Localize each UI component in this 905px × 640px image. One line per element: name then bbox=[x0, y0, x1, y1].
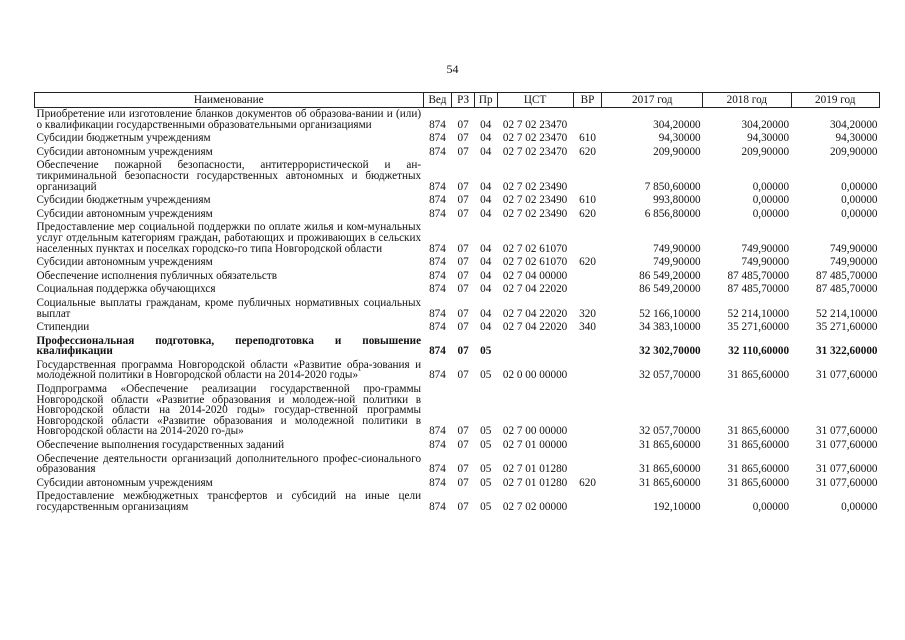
row-name: Обеспечение выполнения государственных заданий bbox=[36, 439, 285, 452]
budget-table bbox=[34, 92, 880, 515]
row-amount-2017: 34 383,10000 bbox=[639, 321, 701, 334]
row-amount-2017: 31 865,60000 bbox=[639, 463, 701, 476]
row-amount-2017: 192,10000 bbox=[653, 501, 701, 513]
row-rz: 07 bbox=[457, 501, 469, 513]
row-ved: 874 bbox=[429, 269, 446, 282]
row-amount-2018: 87 485,70000 bbox=[727, 269, 790, 282]
row-pr: 04 bbox=[480, 194, 492, 207]
row-amount-2017: 749,90000 bbox=[653, 256, 701, 269]
row-amount-2017: 6 856,80000 bbox=[644, 207, 701, 220]
row-vr: 340 bbox=[579, 321, 596, 334]
table-row bbox=[35, 439, 880, 453]
row-amount-2017: 993,80000 bbox=[653, 194, 701, 207]
row-name: Субсидии бюджетным учреждениям bbox=[36, 132, 211, 145]
row-vr: 320 bbox=[579, 307, 596, 320]
row-ved: 874 bbox=[429, 463, 446, 476]
table-row bbox=[35, 132, 880, 146]
table-row bbox=[35, 283, 880, 297]
row-vr bbox=[573, 108, 602, 133]
header-2017: 2017 год bbox=[602, 93, 703, 108]
row-pr: 05 bbox=[480, 425, 492, 438]
header-cst: ЦСТ bbox=[497, 93, 573, 108]
row-vr bbox=[573, 439, 602, 453]
row-vr bbox=[573, 490, 602, 514]
row-amount-2019: 0,00000 bbox=[841, 207, 878, 220]
row-name: Предоставление мер социальной поддержки по оплате жилья и ком-мунальных услуг отдельным категориям граждан, работающих и проживающих в сельских населенных пунктах и поселках городско-го типа Новгородской области bbox=[36, 221, 422, 255]
row-name: Субсидии бюджетным учреждениям bbox=[36, 194, 211, 207]
table-row bbox=[35, 221, 880, 256]
row-amount-2018: 31 865,60000 bbox=[727, 425, 790, 438]
row-rz: 07 bbox=[457, 145, 469, 158]
row-pr: 05 bbox=[480, 476, 492, 489]
row-amount-2017: 86 549,20000 bbox=[639, 269, 701, 282]
table-row bbox=[35, 270, 880, 284]
row-pr: 05 bbox=[480, 439, 492, 452]
row-amount-2019: 31 077,60000 bbox=[815, 425, 878, 438]
row-amount-2017: 31 865,60000 bbox=[639, 439, 701, 452]
row-amount-2017: 32 057,70000 bbox=[639, 425, 701, 438]
row-pr: 04 bbox=[480, 132, 492, 145]
row-ved: 874 bbox=[429, 118, 446, 131]
row-amount-2018: 304,20000 bbox=[741, 118, 790, 131]
row-cst: 02 7 02 61070 bbox=[502, 242, 568, 255]
row-amount-2019: 304,20000 bbox=[829, 118, 878, 131]
row-cst: 02 7 02 61070 bbox=[502, 256, 568, 269]
row-amount-2019: 31 077,60000 bbox=[815, 463, 878, 476]
row-rz: 07 bbox=[457, 132, 469, 145]
table-row bbox=[35, 335, 880, 359]
row-amount-2019: 749,90000 bbox=[829, 256, 878, 269]
row-amount-2019: 0,00000 bbox=[841, 180, 878, 193]
row-amount-2017: 86 549,20000 bbox=[639, 283, 701, 296]
row-amount-2017: 749,90000 bbox=[653, 242, 701, 255]
row-ved: 874 bbox=[429, 242, 446, 255]
header-2019: 2019 год bbox=[791, 93, 879, 108]
row-pr: 04 bbox=[480, 207, 492, 220]
row-pr: 04 bbox=[480, 145, 492, 158]
table-row bbox=[35, 256, 880, 270]
row-ved: 874 bbox=[429, 439, 446, 452]
header-name: Наименование bbox=[35, 93, 424, 108]
row-cst: 02 7 04 22020 bbox=[502, 307, 568, 320]
row-cst: 02 7 04 22020 bbox=[502, 283, 568, 296]
row-pr: 04 bbox=[480, 283, 492, 296]
row-amount-2018: 35 271,60000 bbox=[727, 321, 790, 334]
row-rz: 07 bbox=[457, 307, 469, 320]
row-name: Социальная поддержка обучающихся bbox=[36, 283, 216, 296]
row-vr bbox=[573, 335, 602, 359]
header-rz: РЗ bbox=[452, 93, 475, 108]
row-ved: 874 bbox=[429, 180, 446, 193]
row-cst: 02 7 04 22020 bbox=[502, 321, 568, 334]
row-pr: 05 bbox=[480, 501, 492, 513]
row-name: Стипендии bbox=[36, 321, 90, 334]
table-row bbox=[35, 477, 880, 491]
row-amount-2019: 94,30000 bbox=[835, 132, 878, 145]
row-rz: 07 bbox=[457, 476, 469, 489]
row-cst: 02 7 02 23490 bbox=[502, 207, 568, 220]
row-vr: 620 bbox=[579, 207, 596, 220]
row-name: Государственная программа Новгородской области «Развитие обра-зования и молодежной политики в Новгородской области на 2014-2020 годы» bbox=[36, 358, 422, 382]
header-vr: ВР bbox=[573, 93, 602, 108]
row-amount-2017: 304,20000 bbox=[653, 118, 701, 131]
row-amount-2018: 31 865,60000 bbox=[727, 439, 790, 452]
row-amount-2018: 0,00000 bbox=[752, 180, 790, 193]
row-vr: 620 bbox=[579, 476, 596, 489]
row-name: Подпрограмма «Обеспечение реализации государственной про-граммы Новгородской области «Развитие образования и молодеж-ной политики в Новгородской области на 2014-2020 годы» государ-ственной программы Новгородской области «Развитие образования и молодежной политики в Новгородской области на 2014-2020 го-ды» bbox=[36, 383, 422, 438]
row-rz: 07 bbox=[457, 345, 469, 358]
row-cst: 02 7 01 01280 bbox=[502, 463, 568, 476]
row-rz: 07 bbox=[457, 425, 469, 438]
row-vr: 620 bbox=[579, 145, 596, 158]
row-pr: 04 bbox=[480, 180, 492, 193]
table-row bbox=[35, 297, 880, 321]
row-cst: 02 7 04 00000 bbox=[502, 269, 568, 282]
row-name: Предоставление межбюджетных трансфертов и субсидий на иные цели государственным организациям bbox=[36, 490, 422, 513]
table-row bbox=[35, 194, 880, 208]
row-ved: 874 bbox=[429, 476, 446, 489]
row-amount-2019: 209,90000 bbox=[829, 145, 878, 158]
row-rz: 07 bbox=[457, 283, 469, 296]
row-name: Приобретение или изготовление бланков документов об образова-вании и (или) о квалификации государственными образовательными организациями bbox=[36, 108, 422, 131]
row-cst bbox=[497, 335, 573, 359]
row-name: Социальные выплаты гражданам, кроме публичных нормативных социальных выплат bbox=[36, 296, 422, 320]
row-rz: 07 bbox=[457, 439, 469, 452]
row-amount-2018: 749,90000 bbox=[741, 242, 790, 255]
row-amount-2018: 209,90000 bbox=[741, 145, 790, 158]
row-pr: 04 bbox=[480, 242, 492, 255]
header-pr: Пр bbox=[474, 93, 497, 108]
row-cst: 02 7 01 00000 bbox=[502, 439, 568, 452]
row-rz: 07 bbox=[457, 269, 469, 282]
row-pr: 04 bbox=[480, 118, 492, 131]
row-pr: 05 bbox=[480, 369, 492, 382]
row-amount-2017: 32 302,70000 bbox=[639, 345, 701, 358]
table-row bbox=[35, 159, 880, 194]
row-ved: 874 bbox=[429, 256, 446, 269]
row-amount-2018: 31 865,60000 bbox=[727, 369, 790, 382]
row-vr bbox=[573, 453, 602, 477]
row-amount-2017: 7 850,60000 bbox=[644, 180, 701, 193]
row-vr bbox=[573, 283, 602, 297]
row-amount-2018: 87 485,70000 bbox=[727, 283, 790, 296]
table-row bbox=[35, 383, 880, 439]
row-name: Субсидии автономным учреждениям bbox=[36, 476, 213, 489]
row-cst: 02 7 00 00000 bbox=[502, 425, 568, 438]
row-amount-2018: 31 865,60000 bbox=[727, 463, 790, 476]
row-rz: 07 bbox=[457, 242, 469, 255]
row-ved: 874 bbox=[429, 369, 446, 382]
row-cst: 02 7 02 23490 bbox=[502, 180, 568, 193]
header-2018: 2018 год bbox=[703, 93, 791, 108]
row-amount-2018: 32 110,60000 bbox=[728, 345, 790, 358]
table-row bbox=[35, 359, 880, 383]
row-amount-2018: 94,30000 bbox=[747, 132, 790, 145]
row-amount-2017: 52 166,10000 bbox=[639, 307, 701, 320]
page-number: 54 bbox=[446, 62, 459, 76]
row-amount-2017: 32 057,70000 bbox=[639, 369, 701, 382]
row-cst: 02 7 02 00000 bbox=[502, 501, 568, 513]
row-pr: 04 bbox=[480, 321, 492, 334]
row-name: Субсидии автономным учреждениям bbox=[36, 256, 213, 269]
table-row bbox=[35, 208, 880, 222]
row-rz: 07 bbox=[457, 207, 469, 220]
table-row bbox=[35, 453, 880, 477]
row-vr bbox=[573, 159, 602, 194]
row-name: Обеспечение деятельности организаций дополнительного профес-сионального образования bbox=[36, 452, 422, 476]
row-amount-2018: 0,00000 bbox=[752, 194, 790, 207]
row-rz: 07 bbox=[457, 256, 469, 269]
row-ved: 874 bbox=[429, 307, 446, 320]
row-ved: 874 bbox=[429, 145, 446, 158]
row-ved: 874 bbox=[429, 132, 446, 145]
row-vr bbox=[573, 270, 602, 284]
table-row bbox=[35, 146, 880, 160]
header-ved: Вед bbox=[423, 93, 452, 108]
row-amount-2019: 749,90000 bbox=[829, 242, 878, 255]
row-rz: 07 bbox=[457, 194, 469, 207]
row-amount-2019: 87 485,70000 bbox=[815, 283, 878, 296]
row-amount-2019: 31 077,60000 bbox=[815, 369, 878, 382]
row-cst: 02 7 02 23470 bbox=[502, 145, 568, 158]
row-vr bbox=[573, 359, 602, 383]
table-header-row bbox=[35, 93, 880, 108]
row-cst: 02 7 01 01280 bbox=[502, 476, 568, 489]
row-name: Обеспечение исполнения публичных обязательств bbox=[36, 269, 278, 282]
row-amount-2019: 87 485,70000 bbox=[815, 269, 878, 282]
row-pr: 04 bbox=[480, 256, 492, 269]
table-row bbox=[35, 321, 880, 335]
row-rz: 07 bbox=[457, 369, 469, 382]
row-cst: 02 0 00 00000 bbox=[502, 369, 568, 382]
row-cst: 02 7 02 23470 bbox=[502, 118, 568, 131]
row-ved: 874 bbox=[429, 501, 446, 513]
row-pr: 05 bbox=[480, 345, 492, 358]
row-amount-2017: 209,90000 bbox=[653, 145, 701, 158]
row-vr: 610 bbox=[579, 194, 596, 207]
row-name: Субсидии автономным учреждениям bbox=[36, 207, 213, 220]
row-amount-2019: 0,00000 bbox=[841, 501, 878, 513]
row-amount-2017: 94,30000 bbox=[658, 132, 701, 145]
row-pr: 04 bbox=[480, 269, 492, 282]
row-rz: 07 bbox=[457, 118, 469, 131]
row-amount-2019: 31 322,60000 bbox=[815, 345, 878, 358]
row-cst: 02 7 02 23470 bbox=[502, 132, 568, 145]
row-name: Профессиональная подготовка, переподготовка и повышение квалификации bbox=[36, 334, 422, 358]
row-amount-2019: 52 214,10000 bbox=[815, 307, 878, 320]
row-ved: 874 bbox=[429, 194, 446, 207]
table-row bbox=[35, 108, 880, 133]
row-name: Субсидии автономным учреждениям bbox=[36, 145, 213, 158]
row-amount-2019: 31 077,60000 bbox=[815, 439, 878, 452]
row-amount-2019: 0,00000 bbox=[841, 194, 878, 207]
table-row bbox=[35, 490, 880, 514]
row-ved: 874 bbox=[429, 345, 446, 358]
row-vr: 610 bbox=[579, 132, 596, 145]
row-pr: 05 bbox=[480, 463, 492, 476]
row-amount-2018: 0,00000 bbox=[752, 501, 790, 513]
row-ved: 874 bbox=[429, 207, 446, 220]
row-rz: 07 bbox=[457, 321, 469, 334]
row-ved: 874 bbox=[429, 321, 446, 334]
row-pr: 04 bbox=[480, 307, 492, 320]
row-rz: 07 bbox=[457, 180, 469, 193]
row-vr: 620 bbox=[579, 256, 596, 269]
row-amount-2017: 31 865,60000 bbox=[639, 476, 701, 489]
row-ved: 874 bbox=[429, 283, 446, 296]
row-ved: 874 bbox=[429, 425, 446, 438]
row-cst: 02 7 02 23490 bbox=[502, 194, 568, 207]
row-amount-2018: 31 865,60000 bbox=[727, 476, 790, 489]
row-name: Обеспечение пожарной безопасности, антитеррористической и ан-тикриминальной безопасности государственных автономных и бюджетных организаций bbox=[36, 159, 422, 193]
row-vr bbox=[573, 383, 602, 439]
row-amount-2018: 749,90000 bbox=[741, 256, 790, 269]
row-vr bbox=[573, 221, 602, 256]
row-amount-2018: 52 214,10000 bbox=[727, 307, 790, 320]
row-amount-2019: 35 271,60000 bbox=[815, 321, 878, 334]
row-amount-2019: 31 077,60000 bbox=[815, 476, 878, 489]
row-amount-2018: 0,00000 bbox=[752, 207, 790, 220]
row-rz: 07 bbox=[457, 463, 469, 476]
